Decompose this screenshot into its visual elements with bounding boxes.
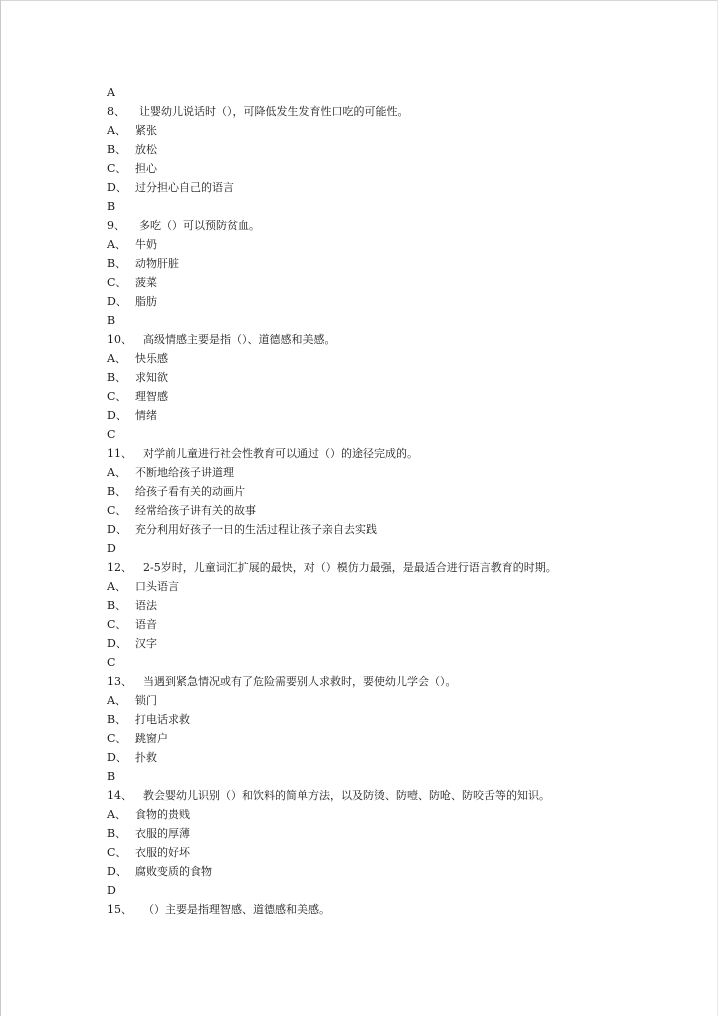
question-text: （）主要是指理智感、道德感和美感。	[143, 903, 330, 916]
option-text: 放松	[135, 143, 157, 156]
option-text: 汉字	[135, 637, 157, 650]
option-letter: A、	[107, 466, 126, 479]
option-line	[107, 729, 707, 748]
option-text: 扑救	[135, 751, 157, 764]
option-text: 食物的贵贱	[135, 808, 190, 821]
option-letter: D、	[107, 295, 127, 308]
option-text: 情绪	[135, 409, 157, 422]
option-text: 经常给孩子讲有关的故事	[135, 504, 256, 517]
question-list	[107, 83, 707, 919]
option-line	[107, 254, 707, 273]
option-text: 紧张	[135, 124, 157, 137]
question-stem	[107, 900, 707, 919]
answer-line: D	[107, 884, 116, 897]
option-line	[107, 482, 707, 501]
option-line	[107, 805, 707, 824]
option-line	[107, 710, 707, 729]
question-text: 教会婴幼儿识别（）和饮料的简单方法，以及防烫、防噎、防呛、防咬舌等的知识。	[143, 789, 550, 802]
option-text: 语法	[135, 599, 157, 612]
option-line	[107, 121, 707, 140]
option-text: 口头语言	[135, 580, 179, 593]
option-line	[107, 463, 707, 482]
option-text: 给孩子看有关的动画片	[135, 485, 245, 498]
option-text: 脂肪	[135, 295, 157, 308]
option-letter: D、	[107, 523, 127, 536]
option-line	[107, 349, 707, 368]
option-letter: B、	[107, 599, 127, 612]
answer-line: B	[107, 770, 116, 783]
option-letter: B、	[107, 827, 127, 840]
option-letter: C、	[107, 732, 127, 745]
option-letter: B、	[107, 143, 127, 156]
answer-line: D	[107, 542, 116, 555]
option-letter: A、	[107, 124, 126, 137]
option-text: 跳窗户	[135, 732, 168, 745]
option-letter: C、	[107, 618, 127, 631]
option-text: 菠菜	[135, 276, 157, 289]
option-letter: C、	[107, 504, 127, 517]
question-text: 多吃（）可以预防贫血。	[139, 219, 260, 232]
question-stem	[107, 216, 707, 235]
option-text: 衣服的厚薄	[135, 827, 190, 840]
question-stem	[107, 444, 707, 463]
answer-line: C	[107, 656, 116, 669]
option-text: 牛奶	[135, 238, 157, 251]
option-letter: D、	[107, 409, 127, 422]
question-text: 让婴幼儿说话时（），可降低发生发育性口吃的可能性。	[139, 105, 409, 118]
option-letter: A、	[107, 238, 126, 251]
option-text: 快乐感	[135, 352, 168, 365]
option-letter: D、	[107, 181, 127, 194]
option-line	[107, 501, 707, 520]
option-line	[107, 273, 707, 292]
option-letter: A、	[107, 352, 126, 365]
option-letter: A、	[107, 694, 126, 707]
option-letter: B、	[107, 713, 127, 726]
option-text: 理智感	[135, 390, 168, 403]
question-number: 13、	[107, 675, 132, 688]
option-text: 担心	[135, 162, 157, 175]
option-text: 过分担心自己的语言	[135, 181, 234, 194]
option-text: 锁门	[135, 694, 157, 707]
option-line	[107, 387, 707, 406]
option-text: 动物肝脏	[135, 257, 179, 270]
question-number: 14、	[107, 789, 132, 802]
option-line	[107, 596, 707, 615]
option-letter: D、	[107, 637, 127, 650]
option-line	[107, 577, 707, 596]
question-stem	[107, 672, 707, 691]
question-number: 9、	[107, 219, 125, 232]
question-stem	[107, 786, 707, 805]
option-line	[107, 292, 707, 311]
option-line	[107, 634, 707, 653]
option-letter: D、	[107, 751, 127, 764]
question-stem	[107, 558, 707, 577]
option-letter: C、	[107, 276, 127, 289]
option-letter: A、	[107, 808, 126, 821]
option-text: 衣服的好坏	[135, 846, 190, 859]
question-number: 8、	[107, 105, 125, 118]
option-line	[107, 862, 707, 881]
option-text: 求知欲	[135, 371, 168, 384]
option-letter: B、	[107, 485, 127, 498]
option-letter: B、	[107, 257, 127, 270]
question-text: 对学前儿童进行社会性教育可以通过（）的途径完成的。	[143, 447, 418, 460]
option-letter: C、	[107, 846, 127, 859]
answer-line: C	[107, 428, 116, 441]
option-text: 不断地给孩子讲道理	[135, 466, 234, 479]
question-number: 15、	[107, 903, 132, 916]
question-text: 高级情感主要是指（）、道德感和美感。	[143, 333, 336, 346]
question-stem	[107, 102, 707, 121]
option-line	[107, 235, 707, 254]
answer-line: B	[107, 314, 116, 327]
option-text: 充分利用好孩子一日的生活过程让孩子亲自去实践	[135, 523, 377, 536]
question-text: 2-5岁时，儿童词汇扩展的最快，对（）模仿力最强，是最适合进行语言教育的时期。	[143, 561, 557, 574]
option-line	[107, 748, 707, 767]
option-letter: A、	[107, 580, 126, 593]
option-line	[107, 140, 707, 159]
option-line	[107, 520, 707, 539]
option-letter: C、	[107, 390, 127, 403]
question-stem	[107, 330, 707, 349]
option-letter: C、	[107, 162, 127, 175]
question-number: 12、	[107, 561, 132, 574]
question-number: 10、	[107, 333, 132, 346]
option-line	[107, 615, 707, 634]
option-letter: B、	[107, 371, 127, 384]
answer-line: B	[107, 200, 116, 213]
option-line	[107, 178, 707, 197]
question-text: 当遇到紧急情况或有了危险需要别人求救时，要使幼儿学会（）。	[143, 675, 457, 688]
option-line	[107, 843, 707, 862]
answer-line: A	[107, 86, 115, 99]
option-line	[107, 691, 707, 710]
option-letter: D、	[107, 865, 127, 878]
option-line	[107, 368, 707, 387]
option-text: 语音	[135, 618, 157, 631]
option-line	[107, 824, 707, 843]
option-line	[107, 406, 707, 425]
question-number: 11、	[107, 447, 132, 460]
option-text: 腐败变质的食物	[135, 865, 212, 878]
option-text: 打电话求救	[135, 713, 190, 726]
option-line	[107, 159, 707, 178]
